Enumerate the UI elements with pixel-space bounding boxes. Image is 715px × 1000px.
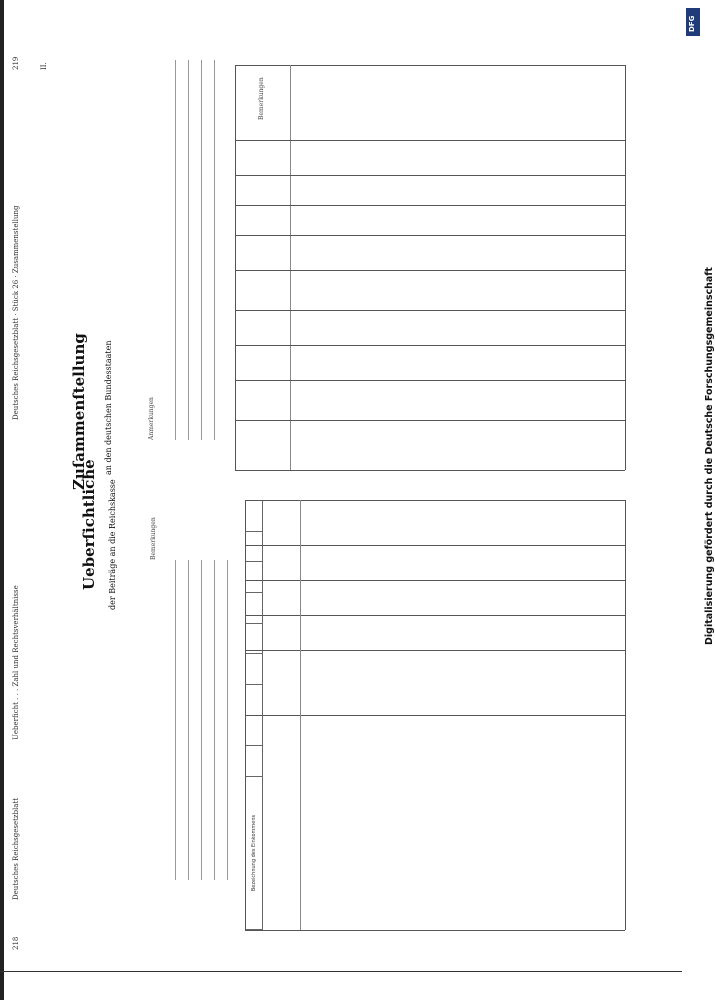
digitization-notice: Digitalisierung gefördert durch die Deutsche Forschungsgemeinschaft <box>704 267 715 645</box>
table-border <box>625 65 626 470</box>
left-running-title: Deutsches Reichsgesetzblatt <box>12 797 20 900</box>
footnote-line <box>214 560 215 880</box>
dfg-logo-text: DFG <box>688 15 696 32</box>
footnote-line <box>201 60 202 440</box>
left-page-title: Ueberſichtliche <box>80 459 98 590</box>
table-header <box>246 715 263 746</box>
table-border <box>245 500 625 501</box>
table-header-label: Bezeichnung des Einkommens <box>246 777 263 930</box>
table-header <box>246 562 263 593</box>
right-page-title: Zuſammenſtellung <box>70 333 88 490</box>
table-header <box>246 654 263 685</box>
right-footnote-label: Anmerkungen <box>148 397 155 440</box>
right-running-title: Deutsches Reichsgesetzblatt · Stück 26 · Zusammenstellung <box>12 205 20 420</box>
left-page-number: 218 <box>12 936 20 950</box>
right-page-subtitle: an den deutschen Bundesstaaten <box>104 340 113 475</box>
table-divider <box>235 345 625 346</box>
footnote-line <box>175 560 176 880</box>
table-divider <box>235 235 625 236</box>
table-header <box>246 593 263 624</box>
footnote-line <box>175 60 176 440</box>
left-header-note: Ueberficht . . . Zahl und Rechtsverhältnisse <box>12 585 20 740</box>
right-table-label: Bemerkungen <box>258 77 265 120</box>
footnote-line <box>227 560 228 880</box>
page-bottom-edge <box>0 971 682 972</box>
table-divider <box>235 380 625 381</box>
table-divider <box>245 715 625 716</box>
left-footnote-label: Bemerkungen <box>150 517 157 560</box>
table-border <box>245 930 625 931</box>
table-header <box>246 501 263 532</box>
table-divider <box>235 175 625 176</box>
table-border <box>235 470 625 471</box>
right-mark: II. <box>40 62 48 70</box>
table-header <box>246 685 263 716</box>
table-divider <box>245 650 625 651</box>
table-border <box>235 65 625 66</box>
table-header <box>246 746 263 777</box>
table-border <box>235 65 236 470</box>
table-divider <box>245 545 625 546</box>
table-divider <box>235 420 625 421</box>
table-header <box>246 531 263 562</box>
footnote-line <box>214 60 215 440</box>
table-divider <box>235 205 625 206</box>
page-edge <box>0 0 4 1000</box>
footnote-line <box>188 560 189 880</box>
table-divider <box>235 140 625 141</box>
table-divider <box>235 310 625 311</box>
table-divider <box>245 580 625 581</box>
table-border <box>625 500 626 930</box>
table-divider <box>245 615 625 616</box>
footnote-line <box>201 560 202 880</box>
table-divider <box>290 65 291 470</box>
right-page-number: 219 <box>12 56 20 70</box>
left-page-subtitle: der Beiträge an die Reichskasse <box>108 479 117 610</box>
dfg-logo <box>686 8 700 36</box>
table-divider <box>300 500 301 930</box>
footnote-line <box>188 60 189 440</box>
table-divider <box>235 270 625 271</box>
